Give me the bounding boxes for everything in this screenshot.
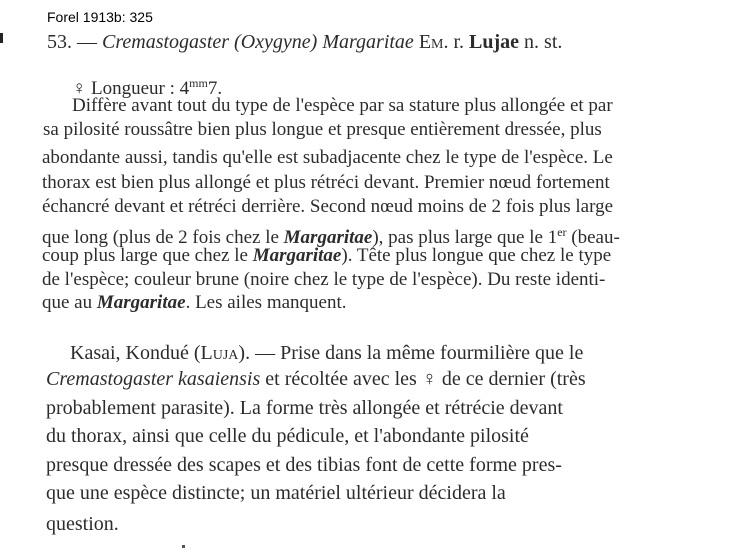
p1-line-7-end: (beau-: [566, 227, 620, 248]
p2-line-7: question.: [46, 513, 119, 535]
p1-line-7-mid: ), pas plus large que le 1: [372, 227, 558, 248]
p1-line-4: abondante aussi, tandis qu'elle est subadjacente chez le type de l'espèce. Le: [42, 147, 613, 168]
entry-genus: Cremastogaster: [102, 31, 230, 53]
p1-line-8-end: ). Tête plus longue que chez le type: [341, 245, 612, 266]
p1-line-8-species: Margaritae: [252, 245, 342, 266]
page-header-label: Forel 1913b: 325: [47, 9, 153, 25]
p1-line-7-sup: er: [557, 225, 567, 239]
p1-line-10: [42, 291, 347, 315]
p2-line-3: probablement parasite). La forme très allongée et rétrécie devant: [46, 397, 563, 419]
p2-line-1-collector: Luja: [200, 342, 239, 364]
p1-line-1-text: ♀ Longueur : 4: [72, 78, 190, 99]
p1-line-8: [42, 244, 611, 268]
p2-line-6: que une espèce distincte; un matériel ultérieur décidera la: [46, 482, 506, 504]
p1-line-7-species: Margaritae: [283, 227, 373, 248]
scan-speck: [182, 545, 185, 548]
p1-line-2: Diffère avant tout du type de l'espèce par sa stature plus allongée et par: [72, 95, 613, 116]
p1-line-9: de l'espèce; couleur brune (noire chez le type de l'espèce). Du reste identi-: [42, 269, 606, 290]
p1-line-6: échancré devant et rétréci derrière. Second nœud moins de 2 fois plus large: [42, 196, 614, 217]
p2-line-2-end: et récoltée avec les ♀ de ce dernier (très: [260, 368, 586, 390]
entry-title: [47, 30, 562, 54]
entry-subgenus: (Oxygyne): [234, 31, 318, 53]
entry-number: 53.: [47, 31, 72, 53]
p2-line-2-species: Cremastogaster kasaiensis: [46, 368, 261, 390]
entry-rank: r.: [453, 31, 465, 53]
scan-edge-mark: [0, 33, 3, 43]
p2-line-5: presque dressée des scapes et des tibias font de cette forme pres-: [46, 454, 562, 476]
entry-dash: —: [77, 31, 97, 53]
p1-line-7-text: que long (plus de 2 fois chez le: [42, 227, 284, 248]
p1-line-1-sup: mm: [189, 76, 208, 90]
p2-line-1-text: Kasai, Kondué (: [70, 342, 201, 364]
entry-author: Em.: [418, 31, 449, 53]
p1-line-3: sa pilosité roussâtre bien plus longue et presque entièrement dressée, plus: [43, 119, 602, 140]
p2-line-1: [70, 341, 583, 365]
p1-line-1-end: 7.: [207, 78, 223, 99]
entry-status: n. st.: [524, 31, 563, 53]
entry-taxon: Lujae: [469, 31, 520, 53]
p2-line-2: [46, 367, 586, 391]
p2-line-1-end: ). — Prise dans la même fourmilière que le: [238, 342, 584, 364]
p1-line-10-end: . Les ailes manquent.: [185, 292, 347, 313]
p2-line-4: du thorax, ainsi que celle du pédicule, et l'abondante pilosité: [46, 425, 529, 447]
p1-line-10-text: que au: [42, 292, 97, 313]
p1-line-10-species: Margaritae: [96, 292, 186, 313]
p1-line-8-text: coup plus large que chez le: [42, 245, 253, 266]
entry-species: Margaritae: [322, 31, 414, 53]
p1-line-5: thorax est bien plus allongé et plus rétréci devant. Premier nœud fortement: [42, 172, 610, 193]
